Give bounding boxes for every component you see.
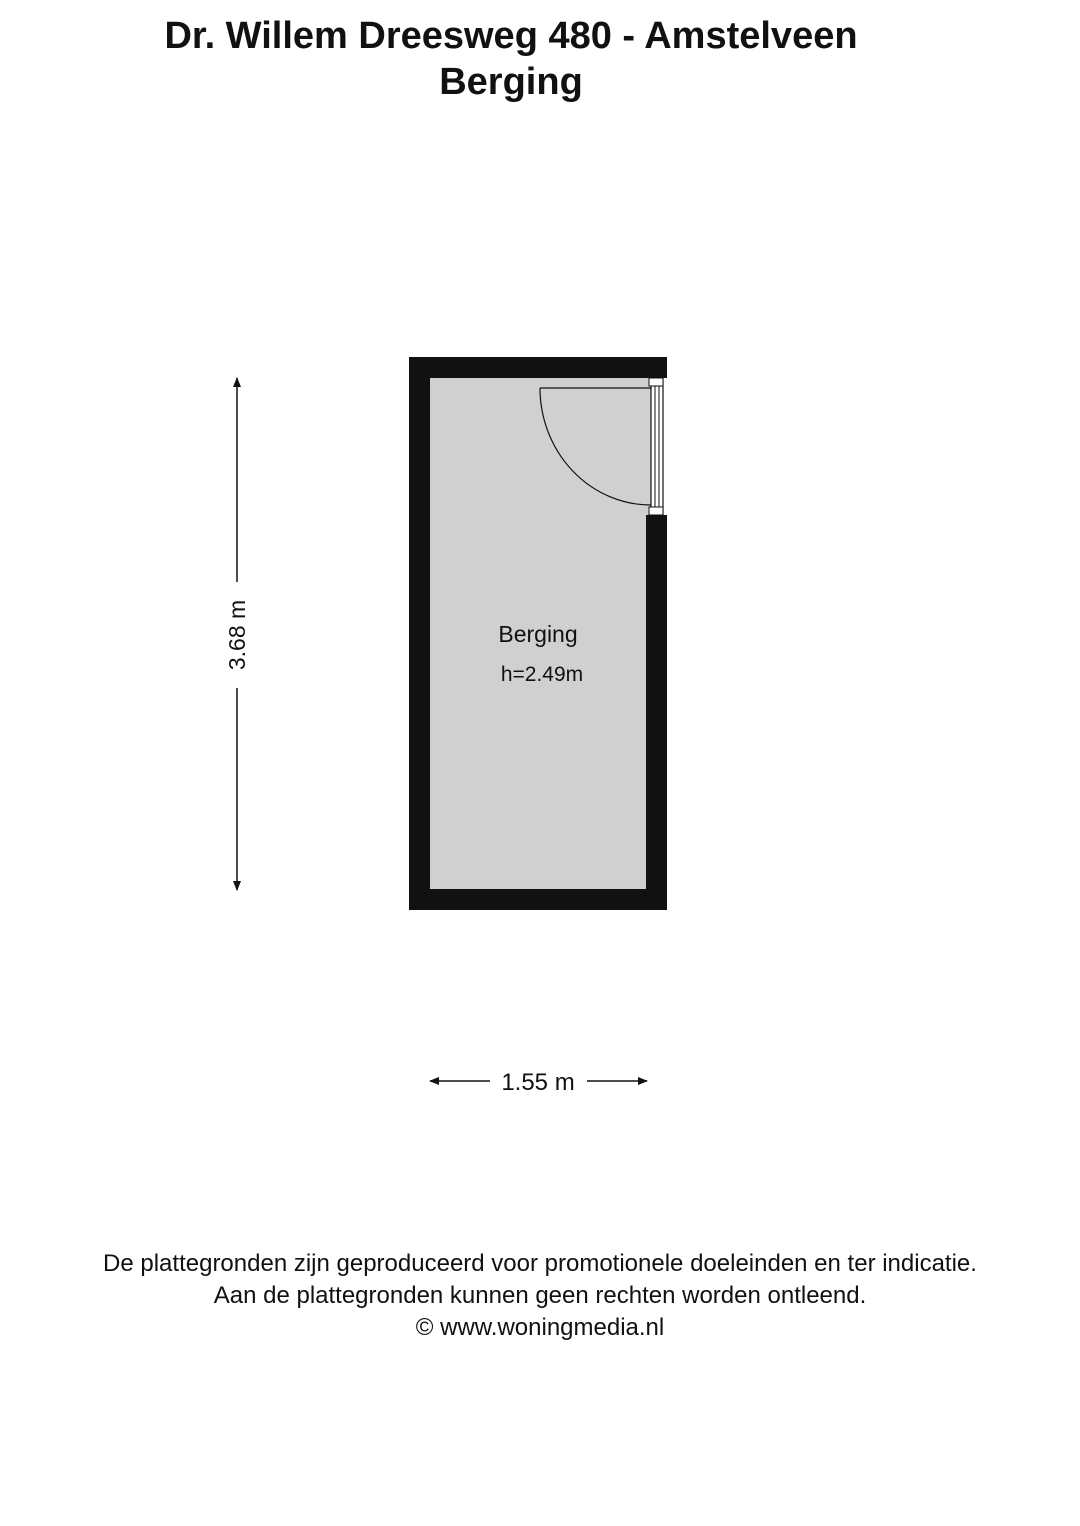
disclaimer-line-2: Aan de plattegronden kunnen geen rechten worden ontleend. [213, 1282, 867, 1309]
horizontal-dimension [430, 1069, 647, 1096]
wall-left [409, 357, 430, 910]
vertical-dimension [224, 378, 250, 890]
room-height-label: h=2.49m [500, 663, 584, 686]
wall-right [646, 515, 667, 910]
wall-bottom [409, 889, 667, 910]
door-frame [649, 378, 663, 515]
disclaimer-line-1: De plattegronden zijn geproduceerd voor promotionele doeleinden en ter indicatie. [103, 1250, 977, 1277]
copyright-line: © www.woningmedia.nl [415, 1314, 665, 1341]
room-label: Berging [498, 621, 578, 647]
page-title: Dr. Willem Dreesweg 480 - Amstelveen [164, 15, 858, 57]
vertical-dimension-label: 3.68 m [224, 599, 250, 671]
floor-name: Berging [439, 61, 583, 103]
wall-top [409, 357, 667, 378]
horizontal-dimension-label: 1.55 m [501, 1069, 575, 1096]
